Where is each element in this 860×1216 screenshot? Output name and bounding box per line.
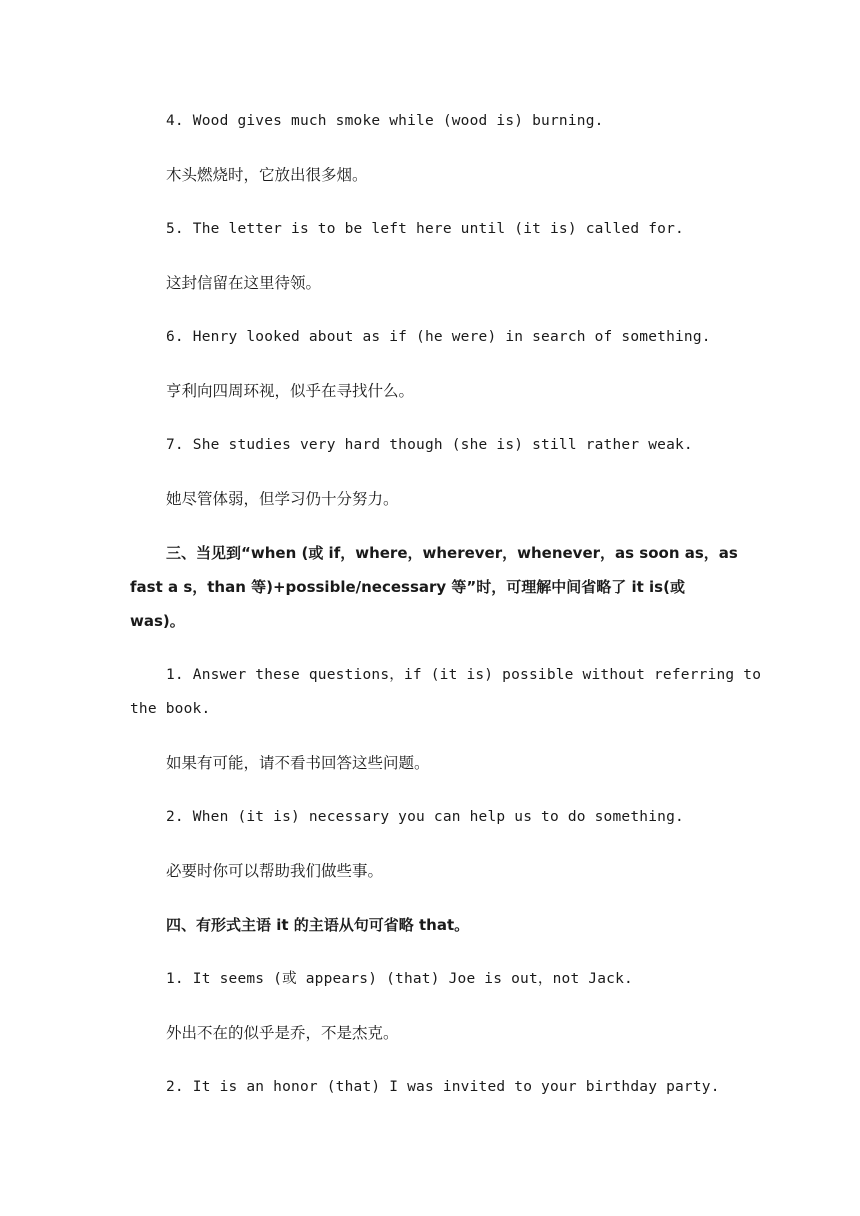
translation-4-1: 外出不在的似乎是乔，不是杰克。 [166,1024,399,1042]
translation-3-1: 如果有可能，请不看书回答这些问题。 [166,754,430,772]
section-heading-3-line-1: 三、当见到“when (或 if，where，wherever，whenever，as soon as，as [166,544,738,562]
example-sentence-6: 6. Henry looked about as if (he were) in search of something. [166,329,711,345]
translation-4: 木头燃烧时，它放出很多烟。 [166,166,368,184]
example-sentence-3-1-line-1: 1. Answer these questions，if (it is) possible without referring to [166,667,762,683]
translation-5: 这封信留在这里待领。 [166,274,322,292]
example-sentence-3-2: 2. When (it is) necessary you can help us to do something. [166,809,684,825]
translation-3-2: 必要时你可以帮助我们做些事。 [166,862,384,880]
example-sentence-7: 7. She studies very hard though (she is) still rather weak. [166,437,693,453]
translation-7: 她尽管体弱，但学习仍十分努力。 [166,490,399,508]
section-heading-4: 四、有形式主语 it 的主语从句可省略 that。 [166,916,470,934]
example-sentence-3-1-line-2: the book. [130,701,211,717]
section-heading-3-line-3: was)。 [130,612,185,630]
section-heading-3-line-2: fast a s，than 等)+possible/necessary 等”时，可理解中间省略了 it is(或 [130,578,685,596]
translation-6: 亨利向四周环视，似乎在寻找什么。 [166,382,415,400]
example-sentence-5: 5. The letter is to be left here until (it is) called for. [166,221,684,237]
example-sentence-4-1: 1. It seems (或 appears) (that) Joe is out，not Jack. [166,971,633,987]
example-sentence-4-2: 2. It is an honor (that) I was invited to your birthday party. [166,1079,720,1095]
example-sentence-4: 4. Wood gives much smoke while (wood is) burning. [166,113,604,129]
